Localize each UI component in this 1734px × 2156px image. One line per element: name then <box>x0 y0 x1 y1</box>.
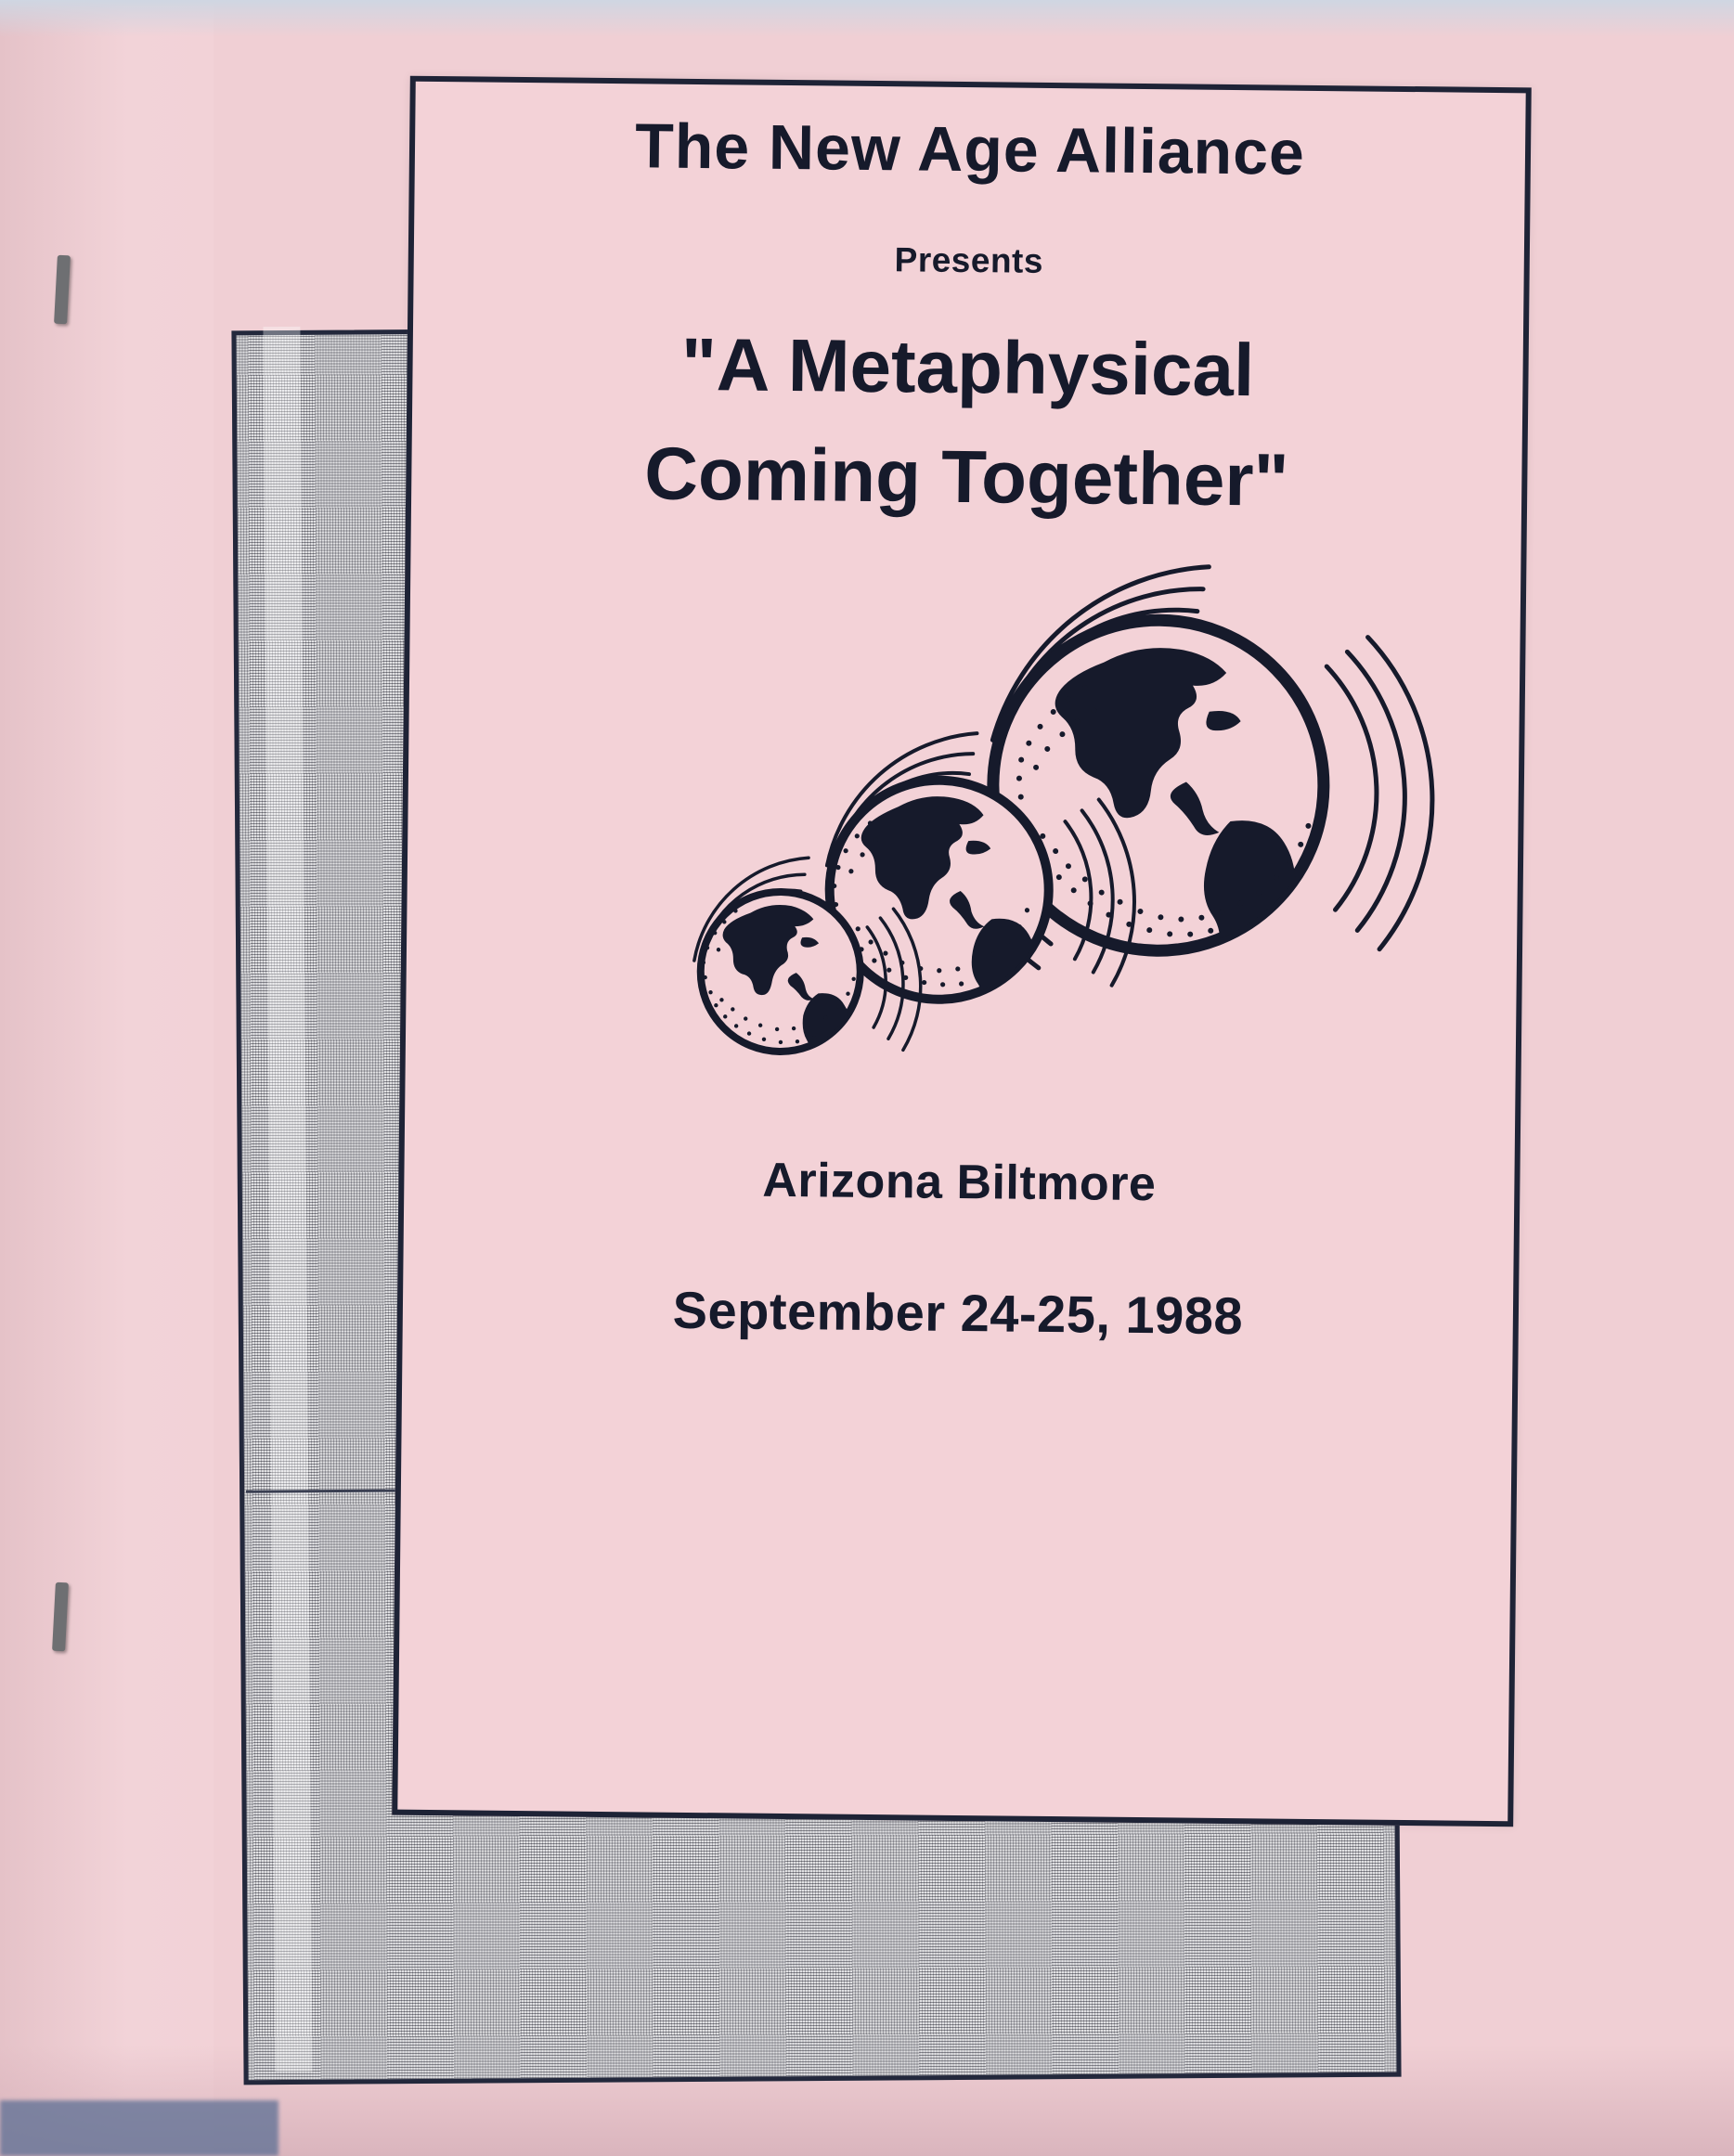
globes-artwork <box>449 546 1477 1150</box>
paper-shading-left <box>0 0 214 2156</box>
binder-edge <box>0 2100 278 2156</box>
presents-label: Presents <box>894 240 1044 280</box>
event-title-line-1: "A Metaphysical <box>680 322 1255 412</box>
venue-name: Arizona Biltmore <box>762 1153 1157 1212</box>
organization-name: The New Age Alliance <box>634 110 1306 188</box>
paper-edge-top <box>0 0 1734 37</box>
event-title-line-2: Coming Together" <box>643 432 1289 522</box>
program-cover-sheet <box>392 76 1532 1827</box>
globe-large <box>968 564 1435 1043</box>
event-dates: September 24-25, 1988 <box>672 1280 1244 1346</box>
